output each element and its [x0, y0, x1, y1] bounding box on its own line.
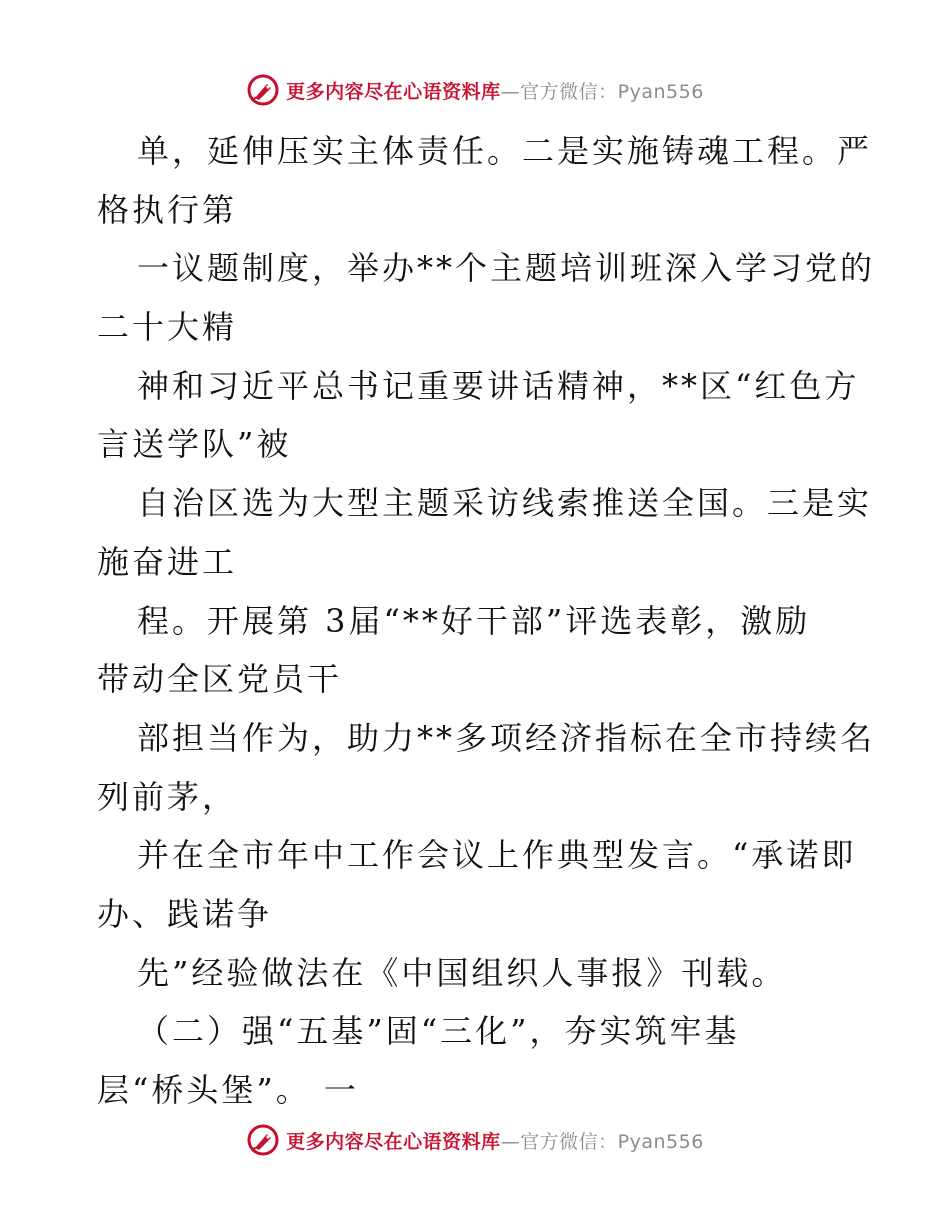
document-body [97, 122, 876, 1120]
watermark-brand: 更多内容尽在心语资料库 [286, 80, 501, 103]
body-line: 神和习近平总书记重要讲话精神，**区“红色方 [137, 366, 860, 405]
body-line: 一议题制度，举办**个主题培训班深入学习党的 [137, 249, 876, 288]
pen-nib-logo-icon [246, 73, 280, 107]
body-line: 自治区选为大型主题采访线索推送全国。三是实 [137, 484, 873, 523]
body-line: 带动全区党员干 [97, 660, 343, 699]
body-line: 言送学队”被 [97, 425, 292, 464]
section-heading-line: （二）强“五基”固“三化”，夯实筑牢基 [137, 1012, 740, 1051]
pen-nib-logo-icon [246, 1123, 280, 1157]
body-line: 先”经验做法在《中国组织人事报》刊载。 [137, 953, 787, 992]
body-line: 列前茅， [97, 777, 238, 816]
footer-watermark [0, 1120, 950, 1160]
watermark-text [286, 1127, 704, 1154]
watermark-separator: — [500, 80, 521, 103]
body-line: 二十大精 [97, 308, 238, 347]
section-heading-line: 层“桥头堡”。 一 [97, 1071, 359, 1109]
watermark-wechat: 官方微信：Pyan556 [520, 1130, 704, 1153]
body-line: 格执行第 [97, 190, 238, 229]
watermark-brand: 更多内容尽在心语资料库 [286, 1130, 501, 1153]
watermark-separator: — [500, 1130, 521, 1153]
header-watermark [0, 70, 950, 110]
body-line: 部担当作为，助力**多项经济指标在全市持续名 [137, 718, 876, 757]
watermark-wechat: 官方微信：Pyan556 [520, 80, 704, 103]
body-line: 程。开展第 3届“**好干部”评选表彰，激励 [137, 601, 811, 640]
watermark-text [286, 77, 704, 104]
body-line: 施奋进工 [97, 542, 238, 581]
body-line: 办、践诺争 [97, 894, 273, 933]
body-line: 单，延伸压实主体责任。二是实施铸魂工程。严 [137, 132, 873, 170]
body-line: 并在全市年中工作会议上作典型发言。“承诺即 [137, 836, 857, 875]
